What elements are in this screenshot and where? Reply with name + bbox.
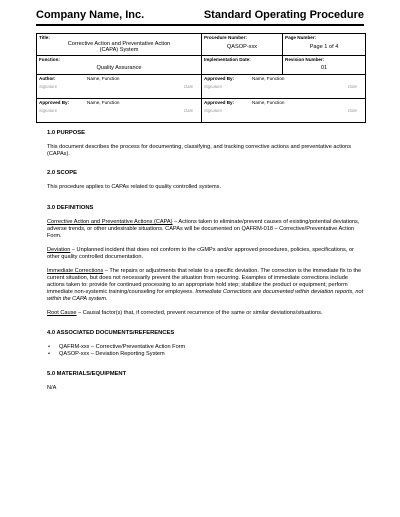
author-cell: [37, 75, 202, 98]
title-label: Title:: [39, 35, 50, 40]
approver-2-label: Approved By:: [39, 100, 70, 105]
definition-deviation-term: Deviation: [47, 247, 71, 253]
revision-number-cell: [283, 56, 365, 74]
definition-immediate-italic: Immediate Corrections are documented within deviation reports, not within the CAPA system.: [47, 289, 364, 302]
materials-text: N/A: [47, 385, 57, 391]
scope-heading: 2.0 SCOPE: [47, 170, 77, 176]
definition-root-term: Root Cause: [47, 310, 77, 316]
function-label: Function:: [39, 57, 60, 62]
procedure-number-label: Procedure Number:: [204, 35, 247, 40]
associated-docs-heading: 4.0 ASSOCIATED DOCUMENTS/REFERENCES: [47, 330, 175, 336]
author-label: Author:: [39, 76, 56, 81]
approver-3-signature: Signature: [204, 108, 222, 113]
scope-text: This procedure applies to CAPAs related to quality controlled systems.: [47, 184, 222, 190]
approver-1-cell: [202, 75, 365, 98]
associated-doc-item: • QAFRM-xxx – Corrective/Preventative Action Form: [47, 344, 365, 351]
definition-capa-text: – Actions taken to eliminate/prevent causes of existing/potential deviations, adverse trends, or other undesirable situations. CAPAs will be documented on QAFRM-018 – Corrective/Preventative Action Form.: [47, 219, 360, 239]
control-row-approvals: [37, 99, 365, 122]
procedure-number-cell: [202, 34, 283, 55]
document-control-block: [36, 33, 366, 123]
document-type: Standard Operating Procedure: [203, 9, 364, 21]
sop-body: [47, 130, 365, 392]
implementation-date-cell: [202, 56, 283, 74]
approver-3-date: Date: [348, 108, 357, 113]
approver-2-name-function: Name, Function: [87, 100, 120, 105]
control-row-title: [37, 34, 365, 56]
associated-docs-list: [47, 344, 365, 358]
title-value: Corrective Action and Preventative Action (CAPA) System: [67, 41, 171, 53]
page-number-label: Page Number:: [285, 35, 317, 40]
approver-2-signature: Signature: [39, 108, 57, 113]
definition-immediate-term: Immediate Corrections: [47, 268, 104, 274]
definition-capa-term: Corrective Action and Preventative Actions (CAPA): [47, 219, 173, 225]
company-name: Company Name, Inc.: [36, 9, 145, 21]
materials-heading: 5.0 MATERIALS/EQUIPMENT: [47, 371, 127, 377]
author-date: Date: [184, 84, 193, 89]
title-cell: [37, 34, 202, 55]
purpose-heading: 1.0 PURPOSE: [47, 130, 86, 136]
approver-1-label: Approved By:: [204, 76, 235, 81]
implementation-date-label: Implementation Date:: [204, 57, 251, 62]
page-number-value: Page 1 of 4: [309, 44, 339, 50]
approver-2-cell: [37, 99, 202, 122]
function-value: Quality Assurance: [96, 65, 142, 71]
definition-root-cause: [47, 310, 365, 317]
function-cell: [37, 56, 202, 74]
definition-deviation: [47, 247, 365, 261]
page-number-cell: [283, 34, 365, 55]
approver-3-label: Approved By:: [204, 100, 235, 105]
approver-3-name-function: Name, Function: [252, 100, 285, 105]
purpose-text: This document describes the process for documenting, classifying, and tracking corrective actions and preventative actions (CAPAs).: [47, 144, 352, 157]
approver-3-cell: [202, 99, 365, 122]
definition-root-text: – Causal factor(s) that, if corrected, prevent recurrence of the same or similar deviations/situations.: [76, 310, 323, 316]
approver-1-date: Date: [348, 84, 357, 89]
header-rule: [36, 24, 364, 26]
approver-2-date: Date: [184, 108, 193, 113]
definition-immediate-text: – The repairs or adjustments that relate to a specific deviation. The correction is the immediate fix to the current situation, but does not necessarily prevent the situation from recurring. Examples of immediate corrections include actions taken to: provide for continued processing to an appropriate hold step; stabilize the product or equipment; perform immediate non-systemic training/counseling for employees.: [47, 268, 362, 295]
procedure-number-value: QASOP-xxx: [226, 44, 258, 50]
definition-deviation-text: – Unplanned incident that does not conform to the cGMPs and/or approved procedures, policies, specifications, or other quality controlled documentation.: [47, 247, 354, 260]
control-row-function: [37, 56, 365, 75]
approver-1-signature: Signature: [204, 84, 222, 89]
associated-doc-item: • QASOP-xxx – Deviation Reporting System: [47, 351, 365, 358]
definition-immediate-corrections: [47, 268, 365, 303]
control-row-author: [37, 75, 365, 99]
revision-number-label: Revision Number:: [285, 57, 325, 62]
author-name-function: Name, Function: [87, 76, 120, 81]
author-signature: Signature: [39, 84, 57, 89]
approver-1-name-function: Name, Function: [252, 76, 285, 81]
revision-number-value: 01: [320, 65, 328, 71]
definition-capa: [47, 219, 365, 240]
definitions-heading: 3.0 DEFINITIONS: [47, 205, 94, 211]
